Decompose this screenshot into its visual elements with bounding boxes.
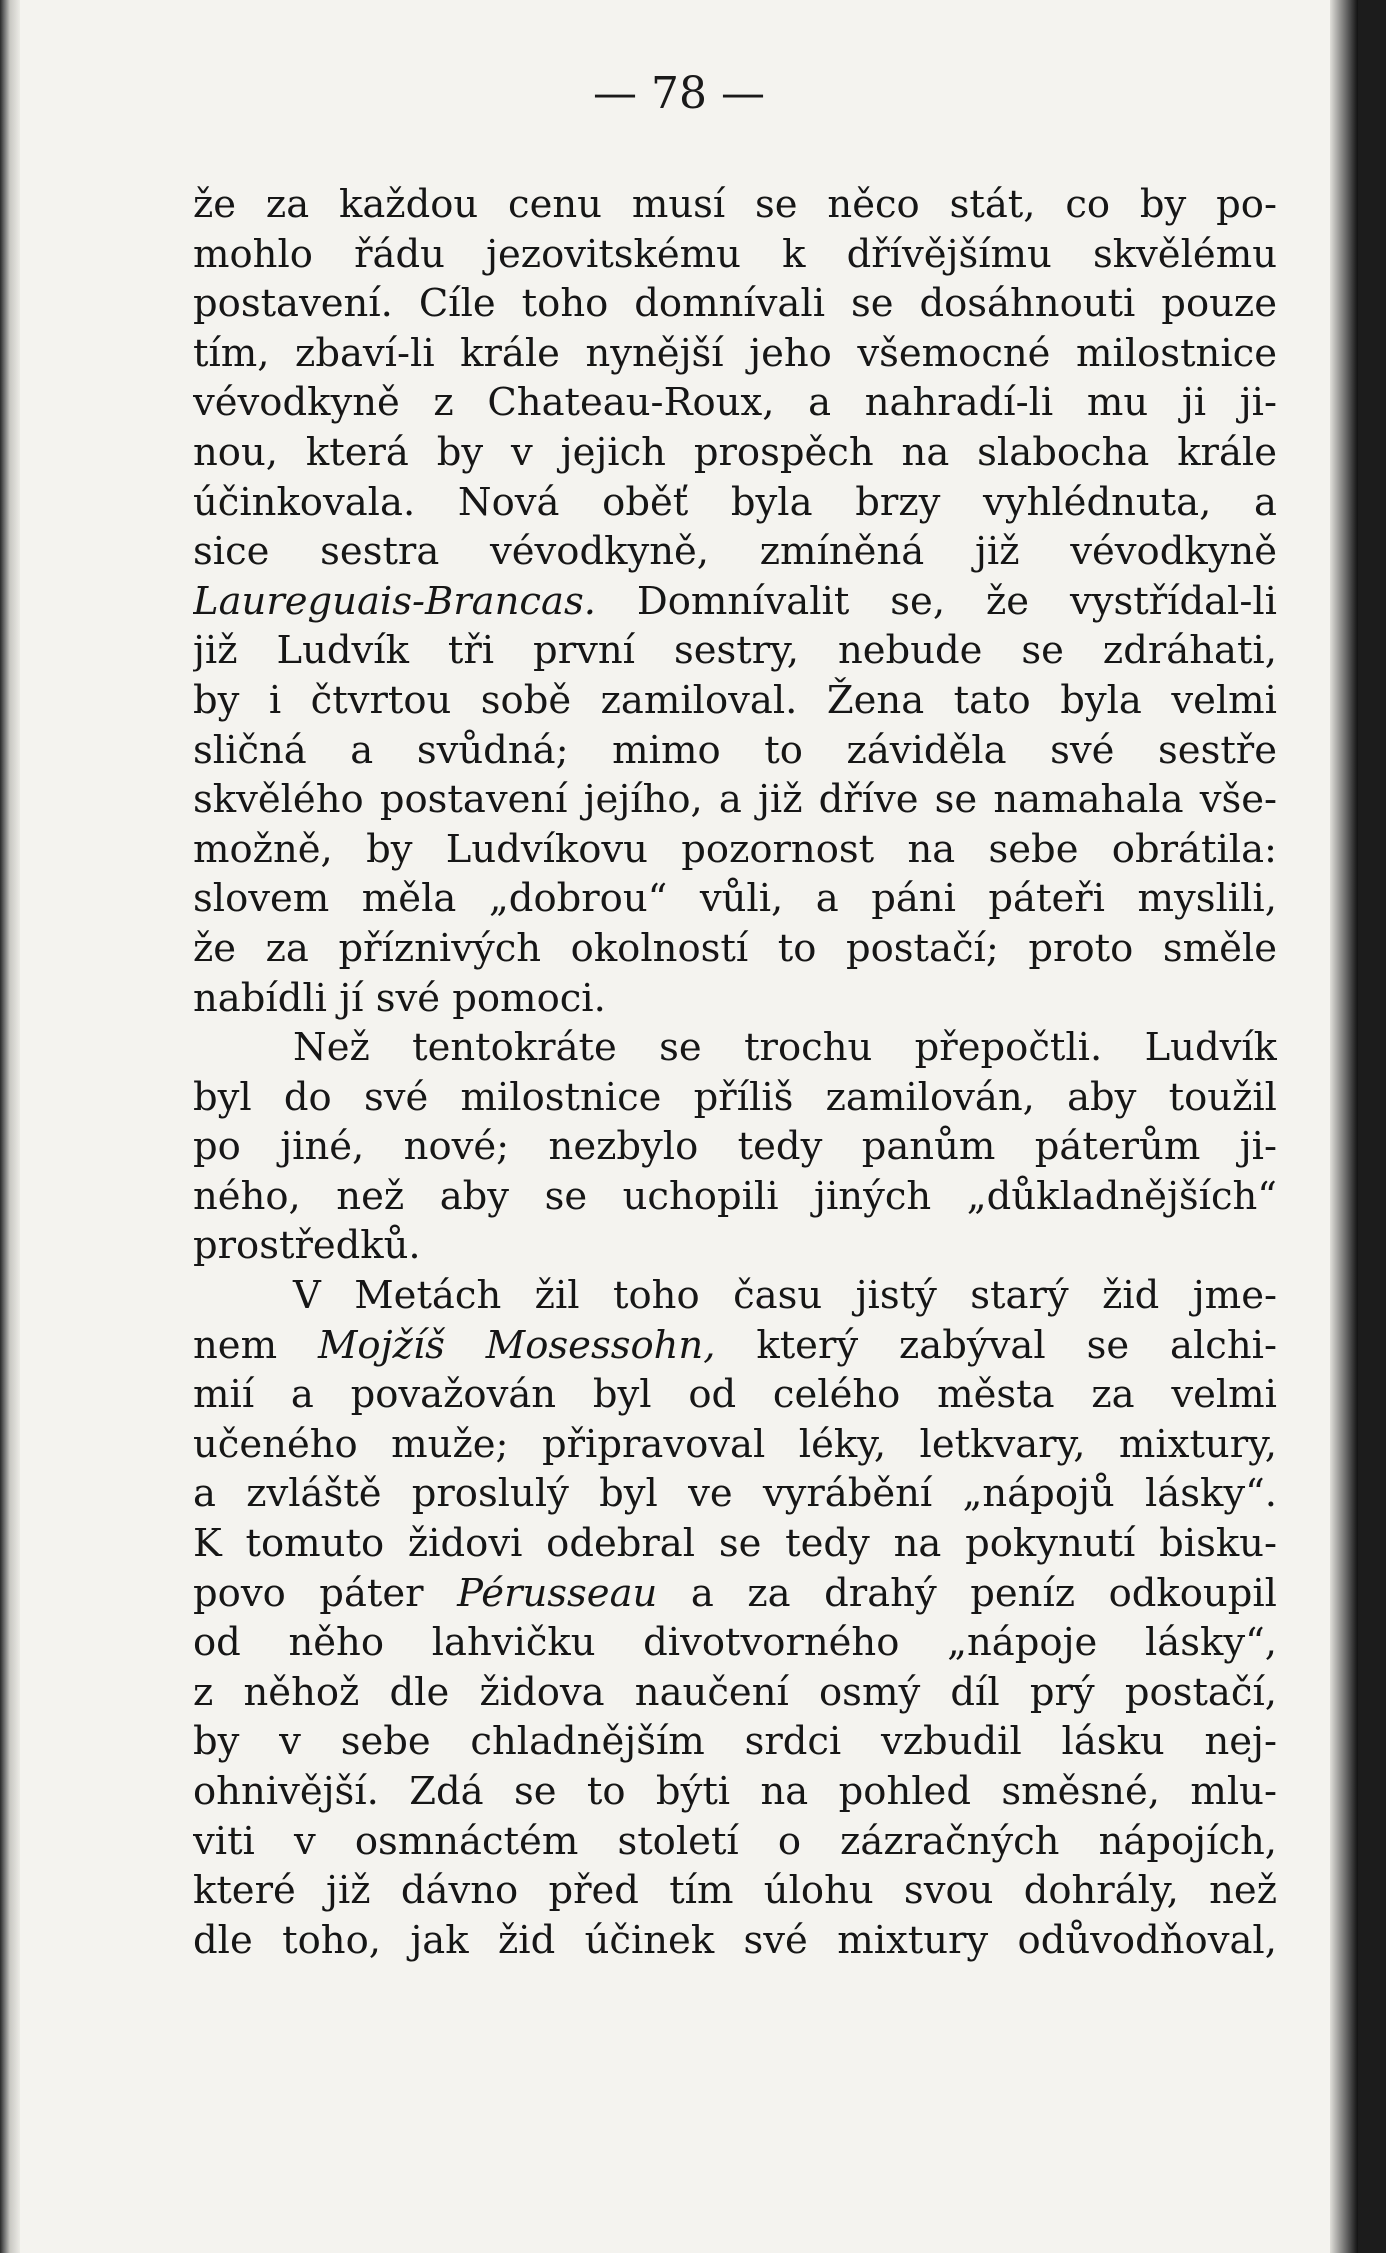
text-line: prostředků. [193,1223,421,1269]
line-suffix: který zabýval se alchi- [715,1322,1277,1368]
page-edge-shadow [1330,0,1358,2253]
line-prefix: povo páter [193,1570,458,1616]
text-line: K tomuto židovi odebral se tedy na pokynutí bisku- [193,1521,1277,1567]
text-line: Než tentokráte se trochu přepočtli. Ludvík [293,1025,1277,1071]
text-line: skvělého postavení jejího, a již dříve se namahala vše- [193,777,1277,823]
text-line: tím, zbaví-li krále nynější jeho všemocné milostnice [193,330,1277,376]
text-line: by v sebe chladnějším srdci vzbudil lásku nej- [193,1719,1277,1765]
text-line: viti v osmnáctém století o zázračných nápojích, [193,1818,1277,1864]
line-suffix: a za drahý peníz odkoupil [657,1570,1277,1616]
text-line: po jiné, nové; nezbylo tedy panům páterům ji- [193,1124,1277,1170]
text-line [193,1321,1277,1371]
text-line [193,1569,1277,1619]
text-line: učeného muže; připravoval léky, letkvary, mixtury, [193,1421,1277,1467]
text-line: vévodkyně z Chateau-Roux, a nahradí-li mu ji ji- [193,380,1277,426]
text-line: účinkovala. Nová oběť byla brzy vyhlédnuta, a [193,479,1277,525]
line-suffix: Domnívalit se, že vystřídal-li [595,578,1277,624]
text-line: sličná a svůdná; mimo to záviděla své sestře [193,727,1277,773]
text-line: postavení. Cíle toho domnívali se dosáhnouti pouze [193,281,1277,327]
text-line: nou, která by v jejich prospěch na slabocha krále [193,429,1277,475]
page-number: — 78 — [593,68,765,119]
text-line: a zvláště proslulý byl ve vyrábění „nápojů lásky“. [193,1471,1277,1517]
text-line: nabídli jí své pomoci. [193,975,606,1021]
text-line: od něho lahvičku divotvorného „nápoje lásky“, [193,1620,1277,1666]
italic-name: Mojžíš Mosessohn, [318,1322,716,1368]
text-line [193,577,1277,627]
text-line: V Metách žil toho času jistý starý žid jme- [293,1273,1277,1319]
text-line: ohnivější. Zdá se to býti na pohled směsné, mlu- [193,1769,1277,1814]
text-line: již Ludvík tři první sestry, nebude se zdráhati, [193,628,1277,674]
text-line: by i čtvrtou sobě zamiloval. Žena tato byla velmi [193,677,1277,723]
text-line: mohlo řádu jezovitskému k dřívějšímu skvělému [193,231,1277,277]
page-binding-shadow [0,0,20,2253]
text-line: sice sestra vévodkyně, zmíněná již vévodkyně [193,529,1277,575]
text-line: možně, by Ludvíkovu pozornost na sebe obrátila: [193,826,1277,872]
text-line: které již dávno před tím úlohu svou dohrály, než [193,1868,1277,1914]
text-line: že za příznivých okolností to postačí; proto směle [193,925,1277,971]
italic-name: Pérusseau [457,1570,658,1616]
text-line: ného, než aby se uchopili jiných „důkladnějších“ [193,1173,1277,1219]
text-line: slovem měla „dobrou“ vůli, a páni páteři myslili, [193,876,1277,922]
text-line: dle toho, jak žid účinek své mixtury odůvodňoval, [193,1917,1277,1963]
line-prefix: nem [193,1322,318,1368]
text-line: že za každou cenu musí se něco stát, co by po- [193,182,1277,227]
italic-name: Laureguais-Brancas. [193,578,596,624]
text-line: mií a považován byl od celého města za velmi [193,1372,1277,1418]
body-text [193,180,1277,1965]
text-line: z něhož dle židova naučení osmý díl prý postačí, [193,1669,1277,1715]
text-line: byl do své milostnice příliš zamilován, aby toužil [193,1074,1277,1120]
